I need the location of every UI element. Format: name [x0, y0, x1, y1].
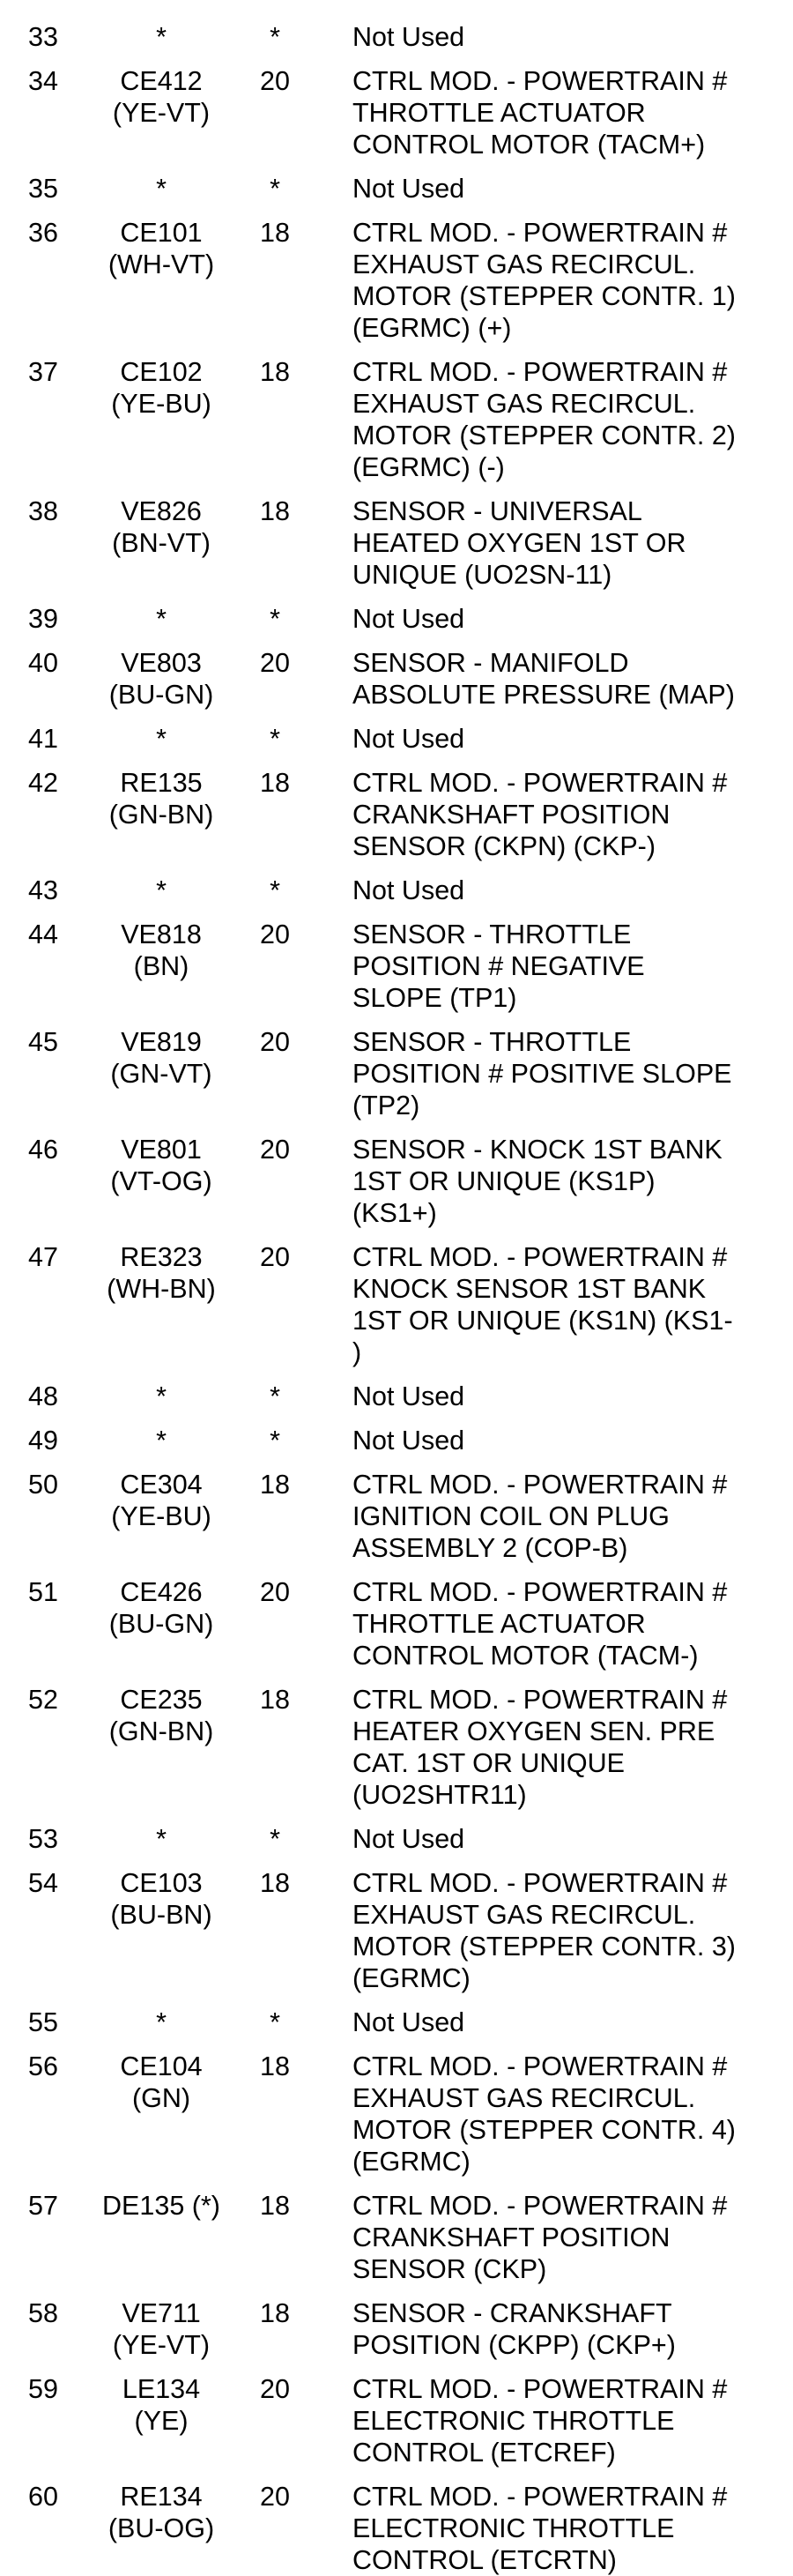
pin-description: [352, 875, 767, 906]
circuit-code-line: (BN): [133, 951, 189, 981]
circuit-code: [85, 21, 237, 53]
circuit-code-line: LE134: [122, 2374, 201, 2404]
pin-description: [352, 173, 767, 205]
circuit-code: [85, 1469, 237, 1532]
pin-description-line: Not Used: [352, 2007, 465, 2037]
wire-gauge: 18: [260, 2051, 290, 2081]
pin-description-line: CTRL MOD. - POWERTRAIN #: [352, 2374, 728, 2404]
pin-description: [352, 2190, 767, 2285]
pin-description-line: Not Used: [352, 22, 465, 52]
circuit-code-line: *: [156, 875, 167, 905]
circuit-code: [85, 1576, 237, 1640]
pin-description-line: ): [352, 1337, 362, 1367]
table-row: [0, 65, 793, 160]
circuit-code: [85, 2006, 237, 2038]
pin-description-line: CONTROL MOTOR (TACM-): [352, 1641, 699, 1671]
wire-gauge: *: [270, 724, 280, 754]
pin-description: [352, 2006, 767, 2038]
wire-gauge: *: [270, 604, 280, 634]
pin-description-line: MOTOR (STEPPER CONTR. 1): [352, 281, 736, 311]
pin-number: 55: [28, 2007, 58, 2037]
circuit-code: [85, 767, 237, 830]
pin-description-line: Not Used: [352, 875, 465, 905]
pin-description: [352, 495, 767, 591]
circuit-code: [85, 495, 237, 559]
table-row: [0, 1381, 793, 1412]
pin-description-line: SENSOR - MANIFOLD: [352, 648, 629, 678]
pin-number: 33: [28, 22, 58, 52]
table-row: [0, 647, 793, 711]
circuit-code: [85, 723, 237, 755]
pin-description-line: SENSOR (CKP): [352, 2254, 547, 2284]
pin-description-line: (KS1+): [352, 1198, 437, 1228]
pin-description-line: POSITION (CKPP) (CKP+): [352, 2330, 676, 2360]
circuit-code-line: (YE): [134, 2406, 189, 2436]
circuit-code-line: (YE-BU): [111, 389, 211, 419]
circuit-code: [85, 1134, 237, 1197]
pin-number: 46: [28, 1135, 58, 1165]
pin-description: [352, 1867, 767, 1994]
circuit-code: [85, 2190, 237, 2222]
table-row: [0, 356, 793, 483]
circuit-code: [85, 1867, 237, 1931]
pin-number: 34: [28, 66, 58, 96]
circuit-code: [85, 2481, 237, 2544]
circuit-code-line: VE803: [121, 648, 202, 678]
pin-description-line: SENSOR - THROTTLE: [352, 1027, 632, 1057]
wire-gauge: 18: [260, 2298, 290, 2328]
pin-number: 40: [28, 648, 58, 678]
pin-description-line: UNIQUE (UO2SN-11): [352, 560, 612, 590]
pin-number: 54: [28, 1868, 58, 1898]
wire-gauge: *: [270, 174, 280, 204]
pin-description-line: (TP2): [352, 1091, 420, 1120]
circuit-code-line: *: [156, 1426, 167, 1456]
pin-description-line: CAT. 1ST OR UNIQUE: [352, 1748, 626, 1778]
pin-number: 50: [28, 1470, 58, 1500]
pin-description: [352, 1469, 767, 1564]
circuit-code-line: CE235: [120, 1685, 203, 1715]
circuit-code: [85, 2051, 237, 2114]
circuit-code-line: CE103: [120, 1868, 203, 1898]
pin-description-line: MOTOR (STEPPER CONTR. 2): [352, 421, 736, 450]
pin-description-line: (EGRMC) (+): [352, 313, 512, 343]
pin-description-line: HEATER OXYGEN SEN. PRE: [352, 1716, 715, 1746]
wire-gauge: 18: [260, 218, 290, 248]
pin-description: [352, 2297, 767, 2361]
pin-description: [352, 1576, 767, 1671]
table-row: [0, 723, 793, 755]
circuit-code-line: (GN-VT): [110, 1059, 212, 1089]
pin-number: 47: [28, 1242, 58, 1272]
pin-description-line: CTRL MOD. - POWERTRAIN #: [352, 1577, 728, 1607]
pin-description-line: (EGRMC): [352, 2147, 471, 2177]
pin-description-line: 1ST OR UNIQUE (KS1N) (KS1-: [352, 1306, 733, 1336]
wire-gauge: 20: [260, 1242, 290, 1272]
pin-description: [352, 2051, 767, 2178]
circuit-code-line: (YE-BU): [111, 1501, 211, 1531]
pin-description-line: CTRL MOD. - POWERTRAIN #: [352, 768, 728, 798]
pin-number: 59: [28, 2374, 58, 2404]
table-row: [0, 2006, 793, 2038]
circuit-code: [85, 919, 237, 982]
pin-description-line: KNOCK SENSOR 1ST BANK: [352, 1274, 707, 1304]
circuit-code-line: VE826: [121, 496, 202, 526]
circuit-code-line: CE102: [120, 357, 203, 387]
pin-description-line: CTRL MOD. - POWERTRAIN #: [352, 357, 728, 387]
pin-description-line: CTRL MOD. - POWERTRAIN #: [352, 1685, 728, 1715]
pin-description-line: CONTROL MOTOR (TACM+): [352, 130, 706, 160]
wire-gauge: *: [270, 1381, 280, 1411]
circuit-code-line: (BN-VT): [112, 528, 211, 558]
pin-description-line: THROTTLE ACTUATOR: [352, 98, 646, 128]
table-row: [0, 173, 793, 205]
pin-number: 53: [28, 1824, 58, 1854]
wire-gauge: 18: [260, 496, 290, 526]
pin-number: 39: [28, 604, 58, 634]
circuit-code-line: *: [156, 174, 167, 204]
pin-number: 41: [28, 724, 58, 754]
pin-description-line: CONTROL (ETCRTN): [352, 2545, 617, 2575]
circuit-code-line: CE104: [120, 2051, 203, 2081]
pin-description-line: HEATED OXYGEN 1ST OR: [352, 528, 686, 558]
circuit-code-line: *: [156, 1381, 167, 1411]
circuit-code-line: (WH-BN): [107, 1274, 216, 1304]
pin-number: 49: [28, 1426, 58, 1456]
wire-gauge: 20: [260, 1027, 290, 1057]
table-row: [0, 919, 793, 1014]
circuit-code: [85, 1823, 237, 1855]
circuit-code-line: (VT-OG): [110, 1166, 212, 1196]
pin-description-line: Not Used: [352, 174, 465, 204]
pin-description-line: (UO2SHTR11): [352, 1780, 527, 1810]
circuit-code-line: (BU-OG): [107, 2513, 215, 2543]
wire-gauge: 20: [260, 66, 290, 96]
pin-description-line: EXHAUST GAS RECIRCUL.: [352, 2083, 696, 2113]
circuit-code-line: (YE-VT): [112, 98, 211, 128]
circuit-code: [85, 1425, 237, 1456]
pin-description-line: ELECTRONIC THROTTLE: [352, 2406, 675, 2436]
pin-description-line: CONTROL (ETCREF): [352, 2438, 616, 2468]
pin-description: [352, 919, 767, 1014]
pin-description-line: EXHAUST GAS RECIRCUL.: [352, 389, 696, 419]
pin-number: 35: [28, 174, 58, 204]
pin-description: [352, 21, 767, 53]
table-row: [0, 1867, 793, 1994]
pin-description-line: (EGRMC): [352, 1963, 471, 1993]
pin-number: 43: [28, 875, 58, 905]
pin-number: 44: [28, 919, 58, 949]
pin-description-line: SENSOR - KNOCK 1ST BANK: [352, 1135, 723, 1165]
pin-description-line: Not Used: [352, 604, 465, 634]
pin-description: [352, 647, 767, 711]
circuit-code: [85, 356, 237, 420]
wire-gauge: 20: [260, 1577, 290, 1607]
pin-description-line: (EGRMC) (-): [352, 452, 505, 482]
table-row: [0, 1241, 793, 1368]
circuit-code: [85, 65, 237, 129]
circuit-code-line: *: [156, 22, 167, 52]
wire-gauge: *: [270, 1824, 280, 1854]
circuit-code-line: (BU-GN): [108, 680, 214, 710]
circuit-code-line: RE135: [120, 768, 203, 798]
circuit-code-line: (WH-VT): [107, 249, 215, 279]
circuit-code-line: *: [156, 724, 167, 754]
pin-description: [352, 1381, 767, 1412]
wire-gauge: *: [270, 2007, 280, 2037]
pin-description-line: MOTOR (STEPPER CONTR. 3): [352, 1932, 736, 1962]
pin-description-line: POSITION # POSITIVE SLOPE: [352, 1059, 732, 1089]
table-row: [0, 2051, 793, 2178]
wire-gauge: 18: [260, 768, 290, 798]
pin-number: 45: [28, 1027, 58, 1057]
pin-description: [352, 2373, 767, 2468]
circuit-code-line: *: [156, 604, 167, 634]
pin-description-line: ELECTRONIC THROTTLE: [352, 2513, 675, 2543]
pin-number: 42: [28, 768, 58, 798]
table-row: [0, 767, 793, 862]
wire-gauge: 18: [260, 2191, 290, 2221]
circuit-code-line: *: [156, 1824, 167, 1854]
table-row: [0, 2481, 793, 2576]
table-row: [0, 1823, 793, 1855]
circuit-code-line: (GN-BN): [108, 1716, 214, 1746]
circuit-code-line: *: [156, 2007, 167, 2037]
pin-description-line: CRANKSHAFT POSITION: [352, 2222, 671, 2252]
pin-number: 52: [28, 1685, 58, 1715]
pin-description: [352, 1026, 767, 1121]
circuit-code-line: CE426: [120, 1577, 203, 1607]
circuit-code: [85, 647, 237, 711]
pin-description-line: CTRL MOD. - POWERTRAIN #: [352, 2191, 728, 2221]
table-row: [0, 495, 793, 591]
table-row: [0, 1684, 793, 1811]
wire-gauge: *: [270, 875, 280, 905]
pin-number: 56: [28, 2051, 58, 2081]
pin-description-line: SENSOR (CKPN) (CKP-): [352, 831, 656, 861]
circuit-code-line: VE818: [121, 919, 202, 949]
wire-gauge: 20: [260, 2482, 290, 2512]
table-row: [0, 2373, 793, 2468]
pin-description-line: CTRL MOD. - POWERTRAIN #: [352, 66, 728, 96]
pin-description: [352, 2481, 767, 2576]
circuit-code: [85, 1241, 237, 1305]
table-row: [0, 1026, 793, 1121]
circuit-code-line: RE323: [120, 1242, 203, 1272]
wire-gauge: 20: [260, 1135, 290, 1165]
table-row: [0, 603, 793, 635]
pin-description-line: SENSOR - UNIVERSAL: [352, 496, 642, 526]
circuit-code-line: (GN): [131, 2083, 191, 2113]
table-row: [0, 1425, 793, 1456]
pin-description-line: MOTOR (STEPPER CONTR. 4): [352, 2115, 736, 2145]
wire-gauge: *: [270, 1426, 280, 1456]
pin-description-line: Not Used: [352, 1824, 465, 1854]
circuit-code-line: (BU-GN): [108, 1609, 214, 1639]
pin-description-line: CTRL MOD. - POWERTRAIN #: [352, 1470, 728, 1500]
circuit-code-line: CE412: [120, 66, 203, 96]
table-row: [0, 217, 793, 344]
circuit-code-line: RE134: [120, 2482, 203, 2512]
table-row: [0, 1134, 793, 1229]
pin-description: [352, 1134, 767, 1229]
pin-description-line: SENSOR - CRANKSHAFT: [352, 2298, 672, 2328]
circuit-code: [85, 173, 237, 205]
circuit-code: [85, 875, 237, 906]
pin-description-line: EXHAUST GAS RECIRCUL.: [352, 1900, 696, 1930]
circuit-code-line: (BU-BN): [110, 1900, 212, 1930]
pin-description: [352, 767, 767, 862]
pin-number: 38: [28, 496, 58, 526]
table-row: [0, 875, 793, 906]
circuit-code-line: CE101: [120, 218, 203, 248]
pin-description-line: POSITION # NEGATIVE: [352, 951, 645, 981]
table-row: [0, 1576, 793, 1671]
wire-gauge: 20: [260, 648, 290, 678]
pin-description-line: SLOPE (TP1): [352, 983, 517, 1013]
pin-description-line: CTRL MOD. - POWERTRAIN #: [352, 1868, 728, 1898]
pin-number: 36: [28, 218, 58, 248]
pin-description-line: CTRL MOD. - POWERTRAIN #: [352, 218, 728, 248]
wire-gauge: 18: [260, 1685, 290, 1715]
pin-number: 60: [28, 2482, 58, 2512]
circuit-code: [85, 603, 237, 635]
pin-description-line: CRANKSHAFT POSITION: [352, 800, 671, 830]
table-row: [0, 1469, 793, 1564]
pin-description: [352, 1241, 767, 1368]
pin-description-line: EXHAUST GAS RECIRCUL.: [352, 249, 696, 279]
pin-description: [352, 1425, 767, 1456]
circuit-code: [85, 2373, 237, 2437]
table-row: [0, 2297, 793, 2361]
pin-description: [352, 603, 767, 635]
pin-description: [352, 356, 767, 483]
pin-number: 51: [28, 1577, 58, 1607]
pin-description-line: ABSOLUTE PRESSURE (MAP): [352, 680, 735, 710]
circuit-code: [85, 1684, 237, 1747]
pin-description-line: THROTTLE ACTUATOR: [352, 1609, 646, 1639]
pin-description-line: Not Used: [352, 724, 465, 754]
pin-description: [352, 65, 767, 160]
circuit-code-line: VE819: [121, 1027, 202, 1057]
circuit-code: [85, 1026, 237, 1090]
pin-description-line: Not Used: [352, 1381, 465, 1411]
pin-description-line: ASSEMBLY 2 (COP-B): [352, 1533, 628, 1563]
wire-gauge: 20: [260, 2374, 290, 2404]
pin-number: 48: [28, 1381, 58, 1411]
pin-number: 37: [28, 357, 58, 387]
pin-description-line: CTRL MOD. - POWERTRAIN #: [352, 1242, 728, 1272]
pin-description-line: Not Used: [352, 1426, 465, 1456]
pin-description: [352, 1823, 767, 1855]
pin-number: 57: [28, 2191, 58, 2221]
pin-description-line: CTRL MOD. - POWERTRAIN #: [352, 2051, 728, 2081]
circuit-code-line: VE711: [122, 2298, 201, 2328]
circuit-code: [85, 217, 237, 280]
circuit-code-line: CE304: [120, 1470, 203, 1500]
table-row: [0, 21, 793, 53]
pin-description: [352, 217, 767, 344]
circuit-code: [85, 1381, 237, 1412]
circuit-code-line: VE801: [121, 1135, 202, 1165]
pin-description-line: IGNITION COIL ON PLUG: [352, 1501, 670, 1531]
pin-description: [352, 723, 767, 755]
wire-gauge: 18: [260, 1470, 290, 1500]
wire-gauge: 18: [260, 357, 290, 387]
circuit-code-line: (YE-VT): [112, 2330, 211, 2360]
pin-description-line: SENSOR - THROTTLE: [352, 919, 632, 949]
pin-description: [352, 1684, 767, 1811]
pin-description-line: CTRL MOD. - POWERTRAIN #: [352, 2482, 728, 2512]
wire-gauge: 20: [260, 919, 290, 949]
circuit-code-line: DE135 (*): [102, 2191, 220, 2221]
wire-gauge: 18: [260, 1868, 290, 1898]
circuit-code-line: (GN-BN): [108, 800, 214, 830]
circuit-code: [85, 2297, 237, 2361]
wire-gauge: *: [270, 22, 280, 52]
pin-number: 58: [28, 2298, 58, 2328]
table-row: [0, 2190, 793, 2285]
pin-description-line: 1ST OR UNIQUE (KS1P): [352, 1166, 656, 1196]
